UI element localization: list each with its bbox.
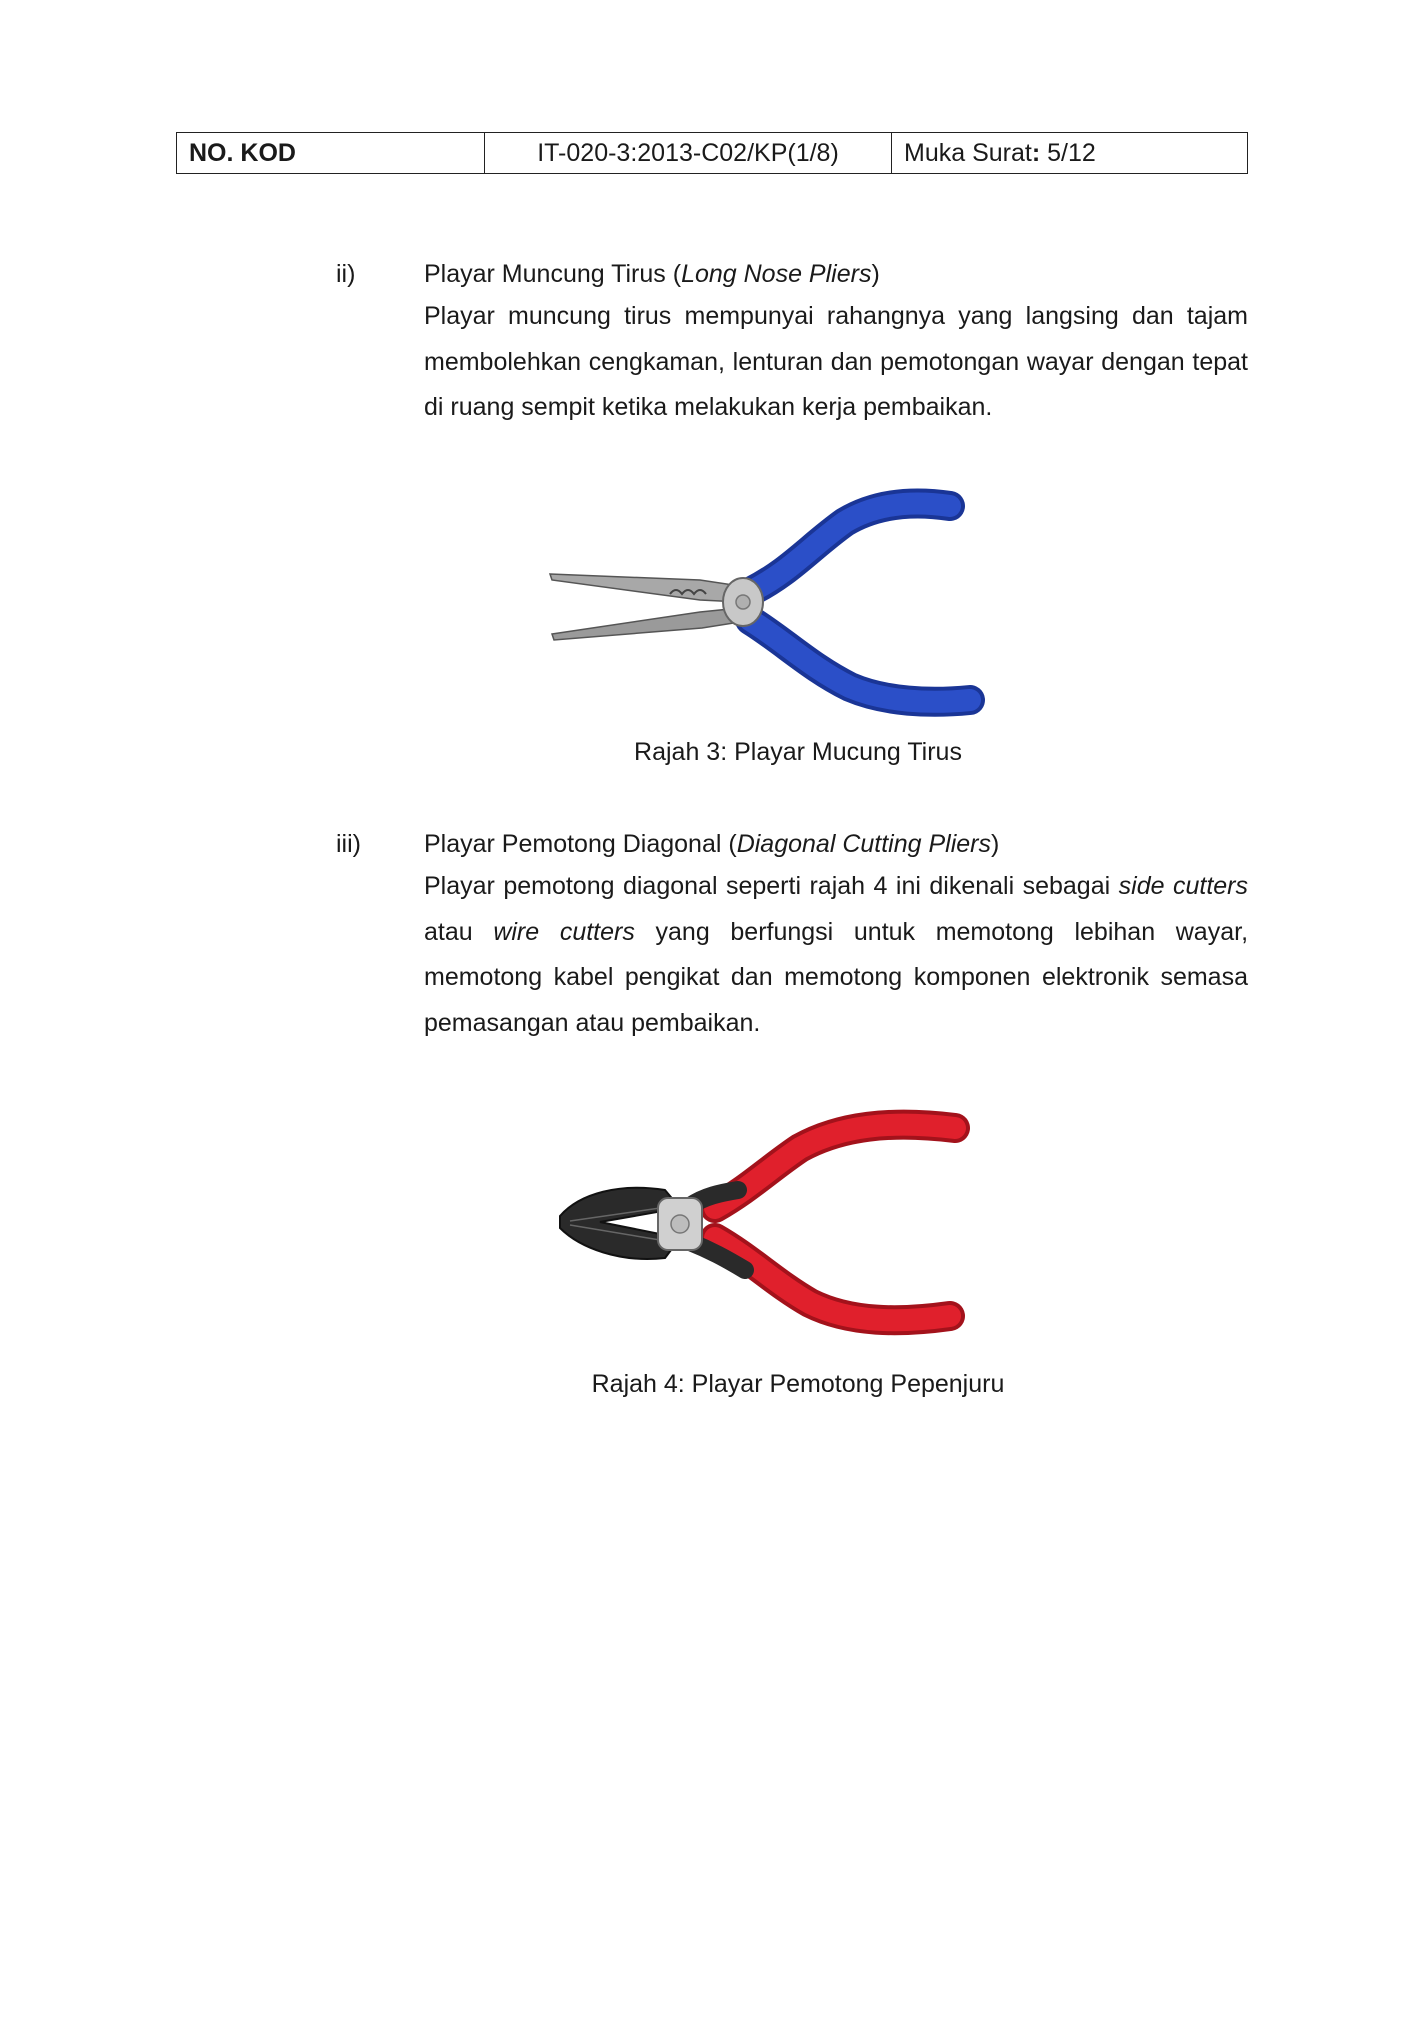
item-title-open: (: [728, 830, 737, 858]
item-title: [424, 260, 880, 289]
item-title-english: Long Nose Pliers: [681, 260, 872, 288]
figure-caption-3: Rajah 3: Playar Mucung Tirus: [634, 738, 962, 766]
item-description: [424, 864, 1248, 1046]
desc-part-1: Playar pemotong diagonal seperti rajah 4 ini dikenali sebagai: [424, 872, 1119, 900]
item-number: ii): [336, 260, 356, 288]
code-value: IT-020-3:2013-C02/KP(1/8): [485, 133, 892, 174]
diagonal-cutting-pliers-image: [540, 1098, 1080, 1348]
item-title-open: (: [672, 260, 682, 288]
page-separator: :: [1031, 138, 1041, 167]
item-title-close: ): [871, 260, 880, 288]
item-description: Playar muncung tirus mempunyai rahangnya yang langsing dan tajam membolehkan cengkaman, lenturan dan pemotongan wayar dengan tepat di ruang sempit ketika melakukan kerja pembaikan.: [424, 302, 1248, 421]
desc-em-wire-cutters: wire cutters: [493, 917, 635, 946]
desc-part-3: yang berfungsi untuk memotong lebihan wayar, memotong kabel pengikat dan memotong komponen elektronik semasa pemasangan atau pembaikan.: [424, 917, 1249, 1037]
item-title-close: ): [990, 830, 1000, 858]
code-label: NO. KOD: [177, 133, 485, 174]
item-title-main: Playar Pemotong Diagonal: [424, 830, 722, 858]
item-title-english: Diagonal Cutting Pliers: [736, 830, 991, 858]
long-nose-pliers-image: [540, 482, 1080, 722]
item-title: [424, 830, 999, 859]
item-number: iii): [336, 830, 361, 858]
figure-caption-4: Rajah 4: Playar Pemotong Pepenjuru: [591, 1370, 1005, 1398]
pliers-lower-jaw: [552, 608, 740, 640]
pliers-upper-jaw: [550, 574, 740, 602]
page-label: Muka Surat: [904, 138, 1032, 167]
desc-part-2: atau: [424, 917, 494, 946]
page-value: 5/12: [1047, 138, 1096, 167]
desc-em-side-cutters: side cutters: [1118, 872, 1248, 900]
document-header-table: [176, 132, 1248, 174]
item-title-main: Playar Muncung Tirus: [424, 260, 666, 288]
page-number-cell: [892, 133, 1248, 174]
